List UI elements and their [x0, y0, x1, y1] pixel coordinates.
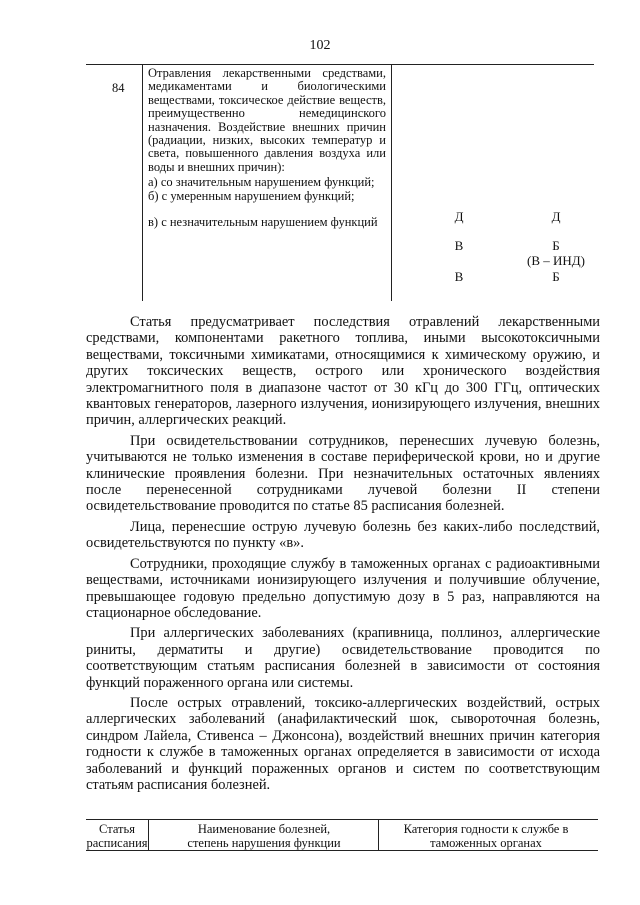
table-header: [86, 819, 598, 851]
item-c-category-2: Б: [552, 269, 560, 284]
article-description: [148, 67, 386, 229]
item-a-label: а) со значительным нарушением функций;: [148, 175, 375, 190]
page-number: 102: [309, 38, 331, 53]
item-c-label: в) с незначительным нарушением функций: [148, 215, 378, 230]
item-b-category-1: В: [454, 238, 464, 253]
table-divider: [142, 65, 143, 301]
paragraph: Сотрудники, проходящие службу в таможенных органах с радиоактивными веществами, источниками ионизирующего излучения и получившие облучение, превышающее годовую предельно допустимую дозу в 5 раз, направляются на стационарное обследование.: [86, 555, 600, 621]
header-disease-name: Наименование болезней, степень нарушения функции: [187, 822, 341, 850]
article-commentary: [86, 314, 600, 797]
item-a-category-2: Д: [551, 209, 561, 224]
article-number: 84: [112, 81, 125, 95]
paragraph: При освидетельствовании сотрудников, перенесших лучевую болезнь, учитываются не только изменения в составе периферической крови, но и другие клинические проявления болезни. При незначительных остаточных явлениях после перенесенной сотрудниками лучевой болезни II степени освидетельствование проводится по статье 85 расписания болезней.: [86, 432, 600, 515]
paragraph: После острых отравлений, токсико-аллергических воздействий, острых аллергических заболеваний (анафилактический шок, сывороточная болезнь, синдром Лайела, Стивенса – Джонсона), воздействий внешних причин категория годности к службе в таможенных органах определяется в зависимости от исхода заболеваний и функций пораженных органов и систем по соответствующим статьям расписания болезней.: [86, 694, 600, 793]
paragraph: При аллергических заболеваниях (крапивница, поллиноз, аллергические риниты, дерматиты и другие) освидетельствование проводится по соответствующим статьям расписания болезней в зависимости от состояния функций пораженного органа или системы.: [86, 625, 600, 691]
table-divider: [148, 820, 149, 850]
item-b-category-2: Б: [552, 238, 560, 253]
diagnosis-table: [86, 64, 594, 301]
item-b-label: б) с умеренным нарушением функций;: [148, 188, 355, 203]
item-a-category-1: Д: [454, 209, 464, 224]
table-divider: [378, 820, 379, 850]
article-description-text: Отравления лекарственными средствами, медикаментами и биологическими веществами, токсическое действие веществ, преимущественно немедицинского назначения. Воздействие внешних причин (радиации, низких, высоких температур и света, повышенного давления воздуха или воды и внешних причин):: [148, 66, 386, 174]
item-b-category-2-extra: (В – ИНД): [527, 253, 585, 268]
header-article: Статья расписания: [86, 822, 148, 850]
paragraph: Лица, перенесшие острую лучевую болезнь без каких-либо последствий, освидетельствуются по пункту «в».: [86, 518, 600, 552]
table-divider: [391, 65, 392, 301]
paragraph: Статья предусматривает последствия отравлений лекарственными средствами, компонентами ракетного топлива, иными высокотоксичными веществами, токсичными химикатами, относящимися к химическому оружию, и других токсических веществ, острого или хронического воздействия электромагнитного поля в диапазоне частот от 30 кГц до 300 ГГц, оптических квантовых генераторов, лазерного излучения, ионизирующего излучения, внешних причин, аллергических реакций.: [86, 314, 600, 429]
header-fitness-category: Категория годности к службе в таможенных органах: [403, 822, 569, 850]
item-c-category-1: В: [454, 269, 464, 284]
